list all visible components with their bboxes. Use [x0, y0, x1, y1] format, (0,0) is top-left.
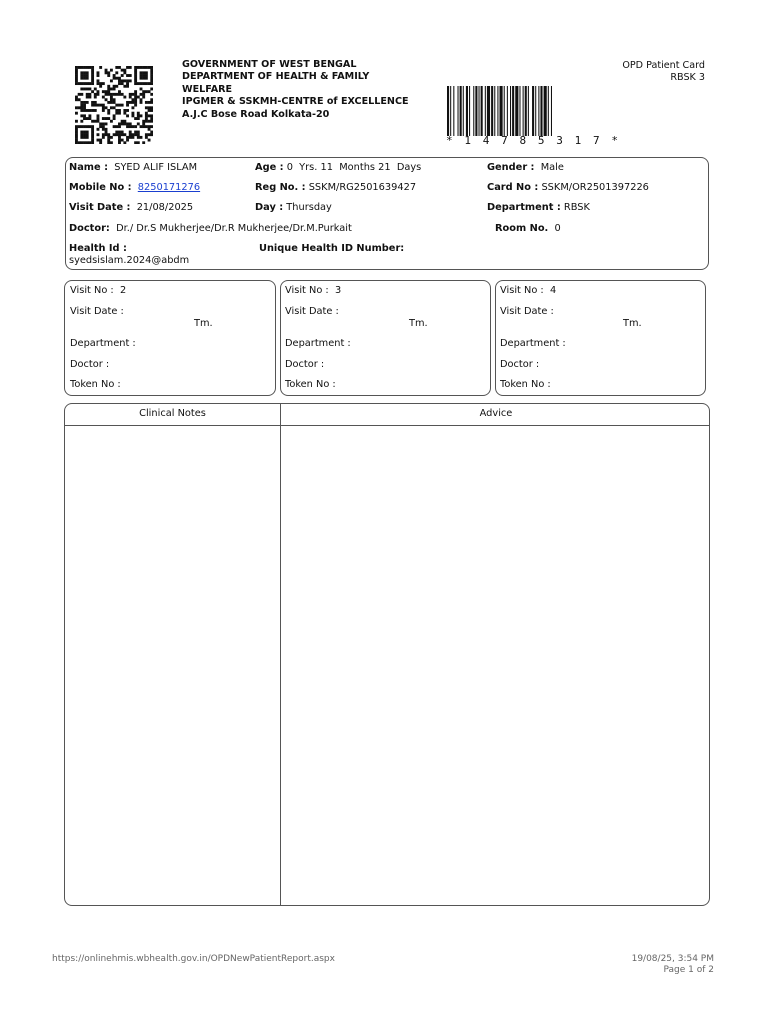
patient-card-field [487, 182, 649, 194]
org-line: A.J.C Bose Road Kolkata-20 [182, 108, 330, 120]
patient-age-field [255, 162, 421, 174]
visit-no-field [285, 285, 341, 297]
barcode-char: 5 [537, 134, 545, 147]
patient-reg-field [255, 182, 416, 194]
visit-department-label: Department : [285, 338, 351, 349]
visit-date-label: Visit Date : [500, 306, 554, 317]
patient-card-value: SSKM/OR2501397226 [541, 182, 649, 193]
visit-date-label: Visit Date : [285, 306, 339, 317]
visit-no-label: Visit No : [500, 285, 544, 296]
patient-card-label: Card No : [487, 182, 539, 193]
patient-name-field [69, 162, 197, 174]
card-subtitle: RBSK 3 [670, 72, 705, 84]
visit-token-label: Token No : [500, 379, 551, 390]
patient-visit-date-label: Visit Date : [69, 202, 131, 213]
patient-mobile-link[interactable]: 8250171276 [137, 182, 201, 193]
card-title-block [622, 60, 705, 85]
visit-no-value: 4 [549, 285, 557, 296]
visit-time-label: Tm. [409, 318, 428, 329]
patient-health-id-value: syedsislam.2024@abdm [69, 255, 190, 266]
visit-no-value: 2 [119, 285, 127, 296]
visit-department-label: Department : [70, 338, 136, 349]
visit-no-field [70, 285, 126, 297]
patient-reg-value: SSKM/RG2501639427 [308, 182, 417, 193]
footer-datetime: 19/08/25, 3:54 PM [631, 954, 714, 964]
visit-no-field [500, 285, 556, 297]
patient-uhid-label: Unique Health ID Number: [259, 243, 405, 254]
patient-day-value: Thursday [286, 202, 332, 213]
patient-room-value: 0 [554, 223, 561, 234]
patient-reg-label: Reg No. : [255, 182, 306, 193]
patient-room-field [495, 223, 561, 235]
patient-name-label: Name : [69, 162, 108, 173]
footer-url: https://onlinehmis.wbhealth.gov.in/OPDNewPatientReport.aspx [52, 954, 335, 964]
barcode-char: * [611, 134, 618, 147]
patient-gender-value: Male [540, 162, 564, 173]
patient-uhid-field [259, 243, 404, 255]
visit-doctor-label: Doctor : [285, 359, 325, 370]
visit-department-label: Department : [500, 338, 566, 349]
patient-gender-label: Gender : [487, 162, 535, 173]
card-title: OPD Patient Card [622, 60, 705, 71]
visit-doctor-label: Doctor : [500, 359, 540, 370]
patient-department-field [487, 202, 590, 214]
visit-no-value: 3 [334, 285, 342, 296]
barcode-char: 1 [574, 134, 582, 147]
org-line: IPGMER & SSKMH-CENTRE of EXCELLENCE [182, 96, 409, 108]
patient-mobile-field [69, 182, 200, 194]
barcode-char: 3 [556, 134, 563, 147]
barcode-image [446, 86, 618, 136]
patient-mobile-label: Mobile No : [69, 182, 132, 193]
barcode-char: 7 [593, 134, 600, 147]
org-line: DEPARTMENT OF HEALTH & FAMILY [182, 71, 370, 83]
patient-doctor-value: Dr./ Dr.S Mukherjee/Dr.R Mukherjee/Dr.M.Purkait [116, 223, 352, 234]
barcode-char: 1 [464, 134, 471, 147]
barcode-char: 7 [501, 134, 508, 147]
barcode-char: * [446, 134, 453, 147]
barcode-char: 8 [519, 134, 527, 147]
clinical-notes-header: Clinical Notes [139, 408, 206, 419]
patient-department-label: Department : [487, 202, 561, 213]
patient-doctor-field [69, 223, 352, 235]
qr-code-image [75, 66, 153, 144]
patient-name-value: SYED ALIF ISLAM [114, 162, 198, 173]
visit-time-label: Tm. [623, 318, 642, 329]
patient-room-label: Room No. [495, 223, 549, 234]
notes-advice-table [64, 403, 710, 906]
organisation-header [182, 59, 432, 121]
patient-day-field [255, 202, 332, 214]
visit-time-label: Tm. [194, 318, 213, 329]
org-line: GOVERNMENT OF WEST BENGAL [182, 59, 357, 70]
visit-token-label: Token No : [70, 379, 121, 390]
patient-health-id-label: Health Id : [69, 243, 127, 254]
visit-no-label: Visit No : [70, 285, 114, 296]
patient-doctor-label: Doctor: [69, 223, 110, 234]
visit-no-label: Visit No : [285, 285, 329, 296]
patient-age-label: Age : [255, 162, 284, 173]
patient-visit-date-value: 21/08/2025 [136, 202, 194, 213]
footer-page-number: Page 1 of 2 [663, 965, 714, 975]
visit-token-label: Token No : [285, 379, 336, 390]
notes-header-divider [65, 425, 709, 426]
patient-department-value: RBSK [563, 202, 590, 213]
barcode-text [446, 135, 618, 147]
advice-header: Advice [479, 408, 513, 419]
patient-age-value: 0 Yrs. 11 Months 21 Days [286, 162, 422, 173]
org-line: WELFARE [182, 83, 233, 95]
patient-visit-date-field [69, 202, 193, 214]
patient-gender-field [487, 162, 564, 174]
notes-column-divider [280, 404, 281, 905]
barcode-char: 4 [482, 134, 490, 147]
visit-doctor-label: Doctor : [70, 359, 110, 370]
patient-day-label: Day : [255, 202, 284, 213]
patient-health-id-field [69, 243, 127, 255]
visit-date-label: Visit Date : [70, 306, 124, 317]
